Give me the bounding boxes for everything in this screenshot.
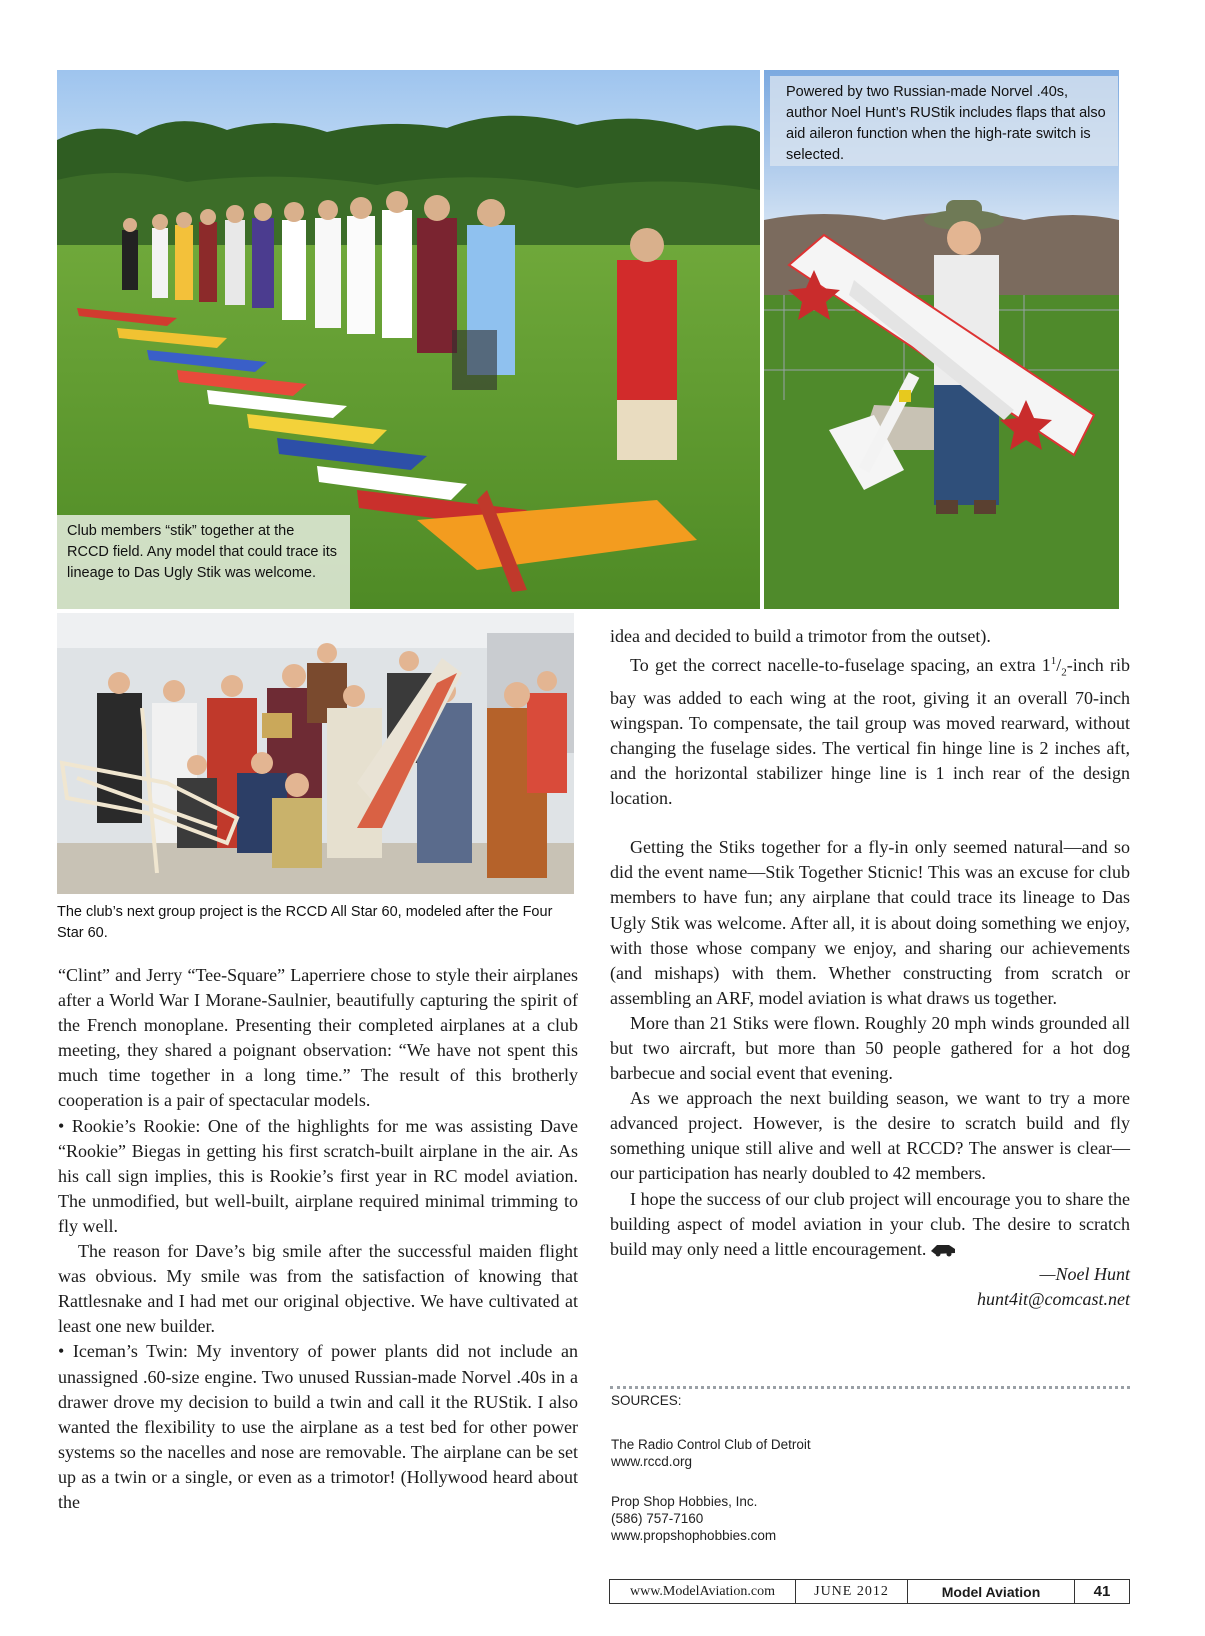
fraction-denominator: 2: [1061, 666, 1067, 679]
caption-group-text: The club’s next group project is the RCCD All Star 60, modeled after the Four Star 60.: [57, 904, 553, 941]
source-url[interactable]: www.propshophobbies.com: [611, 1528, 777, 1543]
footer-page-number: 41: [1093, 1583, 1111, 1600]
caption-rustik: [770, 76, 1118, 166]
photo-group: [57, 613, 574, 894]
end-mark-airplane-icon: [929, 1241, 957, 1257]
paragraph-stiks-flown: More than 21 Stiks were flown. Roughly 20 mph winds grounded all but two aircraft, but more than 50 people gathered for a hot dog barbecue and social event that evening.: [610, 1012, 1130, 1084]
nacelle-text-start: To get the correct nacelle-to-fuselage spacing, an extra: [630, 655, 1036, 676]
caption-group: [57, 902, 577, 944]
caption-field-lineup-text: Club members “stik” together at the RCCD field. Any model that could trace its lineage to Das Ugly Stik was welcome.: [67, 523, 337, 581]
group-image: [57, 613, 574, 894]
source-name: Prop Shop Hobbies, Inc.: [611, 1494, 758, 1509]
footer-magazine: Model Aviation: [908, 1580, 1075, 1603]
paragraph-trimotor: idea and decided to build a trimotor from the outset).: [610, 626, 991, 646]
page-footer: [609, 1579, 1130, 1604]
paragraph-icemans-twin: • Iceman’s Twin: My inventory of power plants did not include an unassigned .60-size engine. Two unused Russian-made Norvel .40s in a drawer drove my decision to build a twin and call it the RUStik. I also wanted the flexibility to use the airplane as a test bed for other power systems so the nacelles and nose are removable. The airplane can be set up as a twin or a single, or even as a trimotor! (Hollywood heard about the: [58, 1341, 578, 1512]
paragraph-laperriere: “Clint” and Jerry “Tee-Square” Laperriere chose to style their airplanes after a World War I Morane-Saulnier, beautifully capturing the spirit of the French monoplane. Presenting their completed airplanes at a club meeting, they shared a poignant observation: “We have not spent this much time together in a long time.” The result of this brotherly cooperation is a pair of spectacular models.: [58, 965, 578, 1111]
source-entry: [611, 1493, 1131, 1544]
sources-box: [611, 1392, 1131, 1567]
source-name: The Radio Control Club of Detroit: [611, 1437, 811, 1452]
author-email[interactable]: hunt4it@comcast.net: [976, 1288, 1130, 1309]
source-url[interactable]: www.rccd.org: [611, 1454, 693, 1469]
paragraph-nacelle-spacing: [610, 649, 1130, 811]
closing-text: I hope the success of our club project will encourage you to share the building aspect of model aviation in your club. The desire to scratch build may only need a little encouragement.: [610, 1188, 1130, 1259]
caption-rustik-text: Powered by two Russian-made Norvel .40s, author Noel Hunt’s RUStik includes flaps that also aid aileron function when the high-rate switch is selected.: [786, 84, 1106, 163]
footer-date: JUNE 2012: [796, 1580, 908, 1603]
author-name: —Noel Hunt: [1039, 1263, 1130, 1284]
fraction-numerator: 1: [1050, 655, 1057, 668]
nacelle-text-rest: -inch rib bay was added to each wing at the root, giving it an overall 70-inch wingspan. To compensate, the tail group was moved rearward, without changing the fuselage sides. The vertical fin hinge line is 2 inches aft, and the horizontal stabilizer hinge line is 1 inch rear of the design location.: [610, 655, 1130, 809]
source-phone: (586) 757-7160: [611, 1511, 704, 1526]
sources-heading: SOURCES:: [611, 1393, 682, 1408]
paragraph-rookies-rookie: • Rookie’s Rookie: One of the highlights for me was assisting Dave “Rookie” Biegas in getting his first scratch-built airplane in the air. As his call sign implies, this is Rookie’s first year in RC model aviation. The unmodified, but well-built, airplane required minimal trimming to fly well.: [58, 1115, 578, 1236]
fraction-slash: /: [1056, 655, 1062, 676]
footer-url[interactable]: www.ModelAviation.com: [610, 1580, 796, 1603]
fraction-whole: 1: [1041, 655, 1051, 676]
source-entry: [611, 1436, 1131, 1470]
sources-divider: [610, 1386, 1130, 1389]
left-column: [58, 963, 578, 1515]
right-column: [610, 624, 1130, 1312]
paragraph-sticnic: Getting the Stiks together for a fly-in only seemed natural—and so did the event name—Stik Together Sticnic! This was an excuse for club members to have fun; any airplane that could trace its lineage to Das Ugly Stik was welcome. After all, it is about doing something we enjoy, with those whose company we enjoy, and sharing our achievements (and mishaps) with them. Whether constructing from scratch or assembling an ARF, model aviation is what draws us together.: [610, 837, 1130, 1008]
caption-field-lineup: [57, 515, 350, 609]
paragraph-closing: [610, 1187, 1130, 1262]
paragraph-next-season: As we approach the next building season, we want to try a more advanced project. However, is the desire to scratch build and fly something unique still alive and well at RCCD? The answer is clear—our participation has nearly doubled to 42 members.: [610, 1088, 1130, 1184]
paragraph-daves-smile: The reason for Dave’s big smile after the successful maiden flight was obvious. My smile was from the satisfaction of knowing that Rattlesnake and I had met our original objective. We have cultivated at least one new builder.: [58, 1241, 578, 1337]
